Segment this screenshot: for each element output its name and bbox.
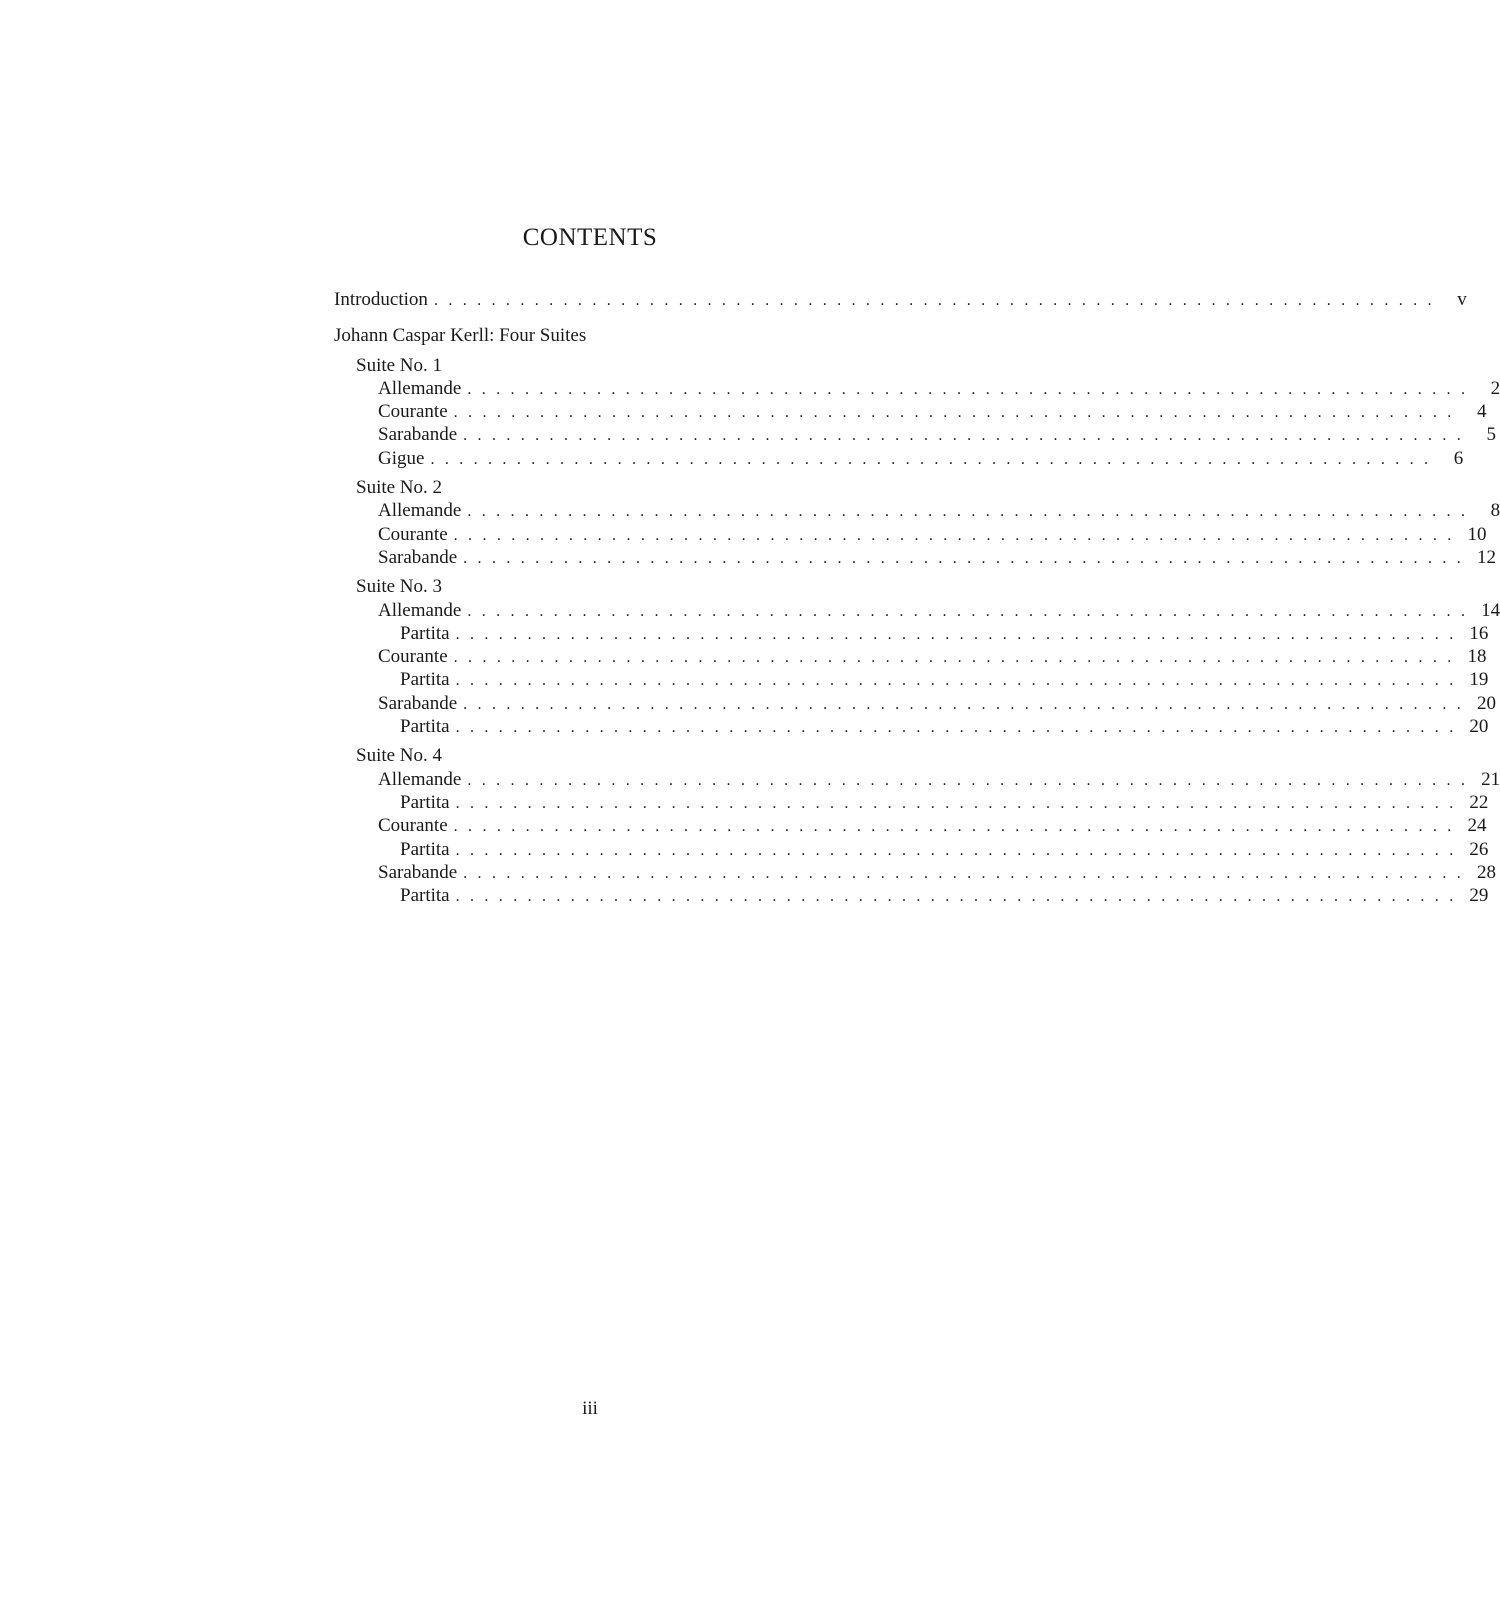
toc-entry-label: Partita: [400, 791, 450, 813]
toc-entry[interactable]: [334, 523, 1487, 546]
dot-leader: . . . . . . . . . . . . . . . . . . . . . . . . . . . . . . . . . . . . . . . . . . . . . . . . . . . . . . . . . . . . . . . . . . . . . .: [455, 841, 1457, 859]
toc-entry-page: 10: [1467, 523, 1487, 545]
dot-leader: . . . . . . . . . . . . . . . . . . . . . . . . . . . . . . . . . . . . . . . . . . . . . . . . . . . . . . . . . . . . . . . . . . . . . .: [455, 719, 1457, 737]
toc-entry-label: Sarabande: [378, 692, 458, 714]
toc-entry[interactable]: [334, 692, 1496, 715]
toc-entry[interactable]: [334, 400, 1487, 423]
toc-entry[interactable]: [334, 884, 1489, 907]
toc-entry-page: 4: [1476, 401, 1487, 423]
dot-leader: . . . . . . . . . . . . . . . . . . . . . . . . . . . . . . . . . . . . . . . . . . . . . . . . . . . . . . . . . . . . . . . . . . . . . .: [463, 695, 1464, 713]
toc-entry-page: 12: [1476, 546, 1496, 568]
toc-entry-label: Allemande: [378, 599, 462, 621]
toc-entry-page: 24: [1467, 815, 1487, 837]
toc-entry[interactable]: [334, 814, 1487, 837]
toc-entry-label: Allemande: [378, 377, 462, 399]
toc-entry-page: 6: [1453, 447, 1464, 469]
toc-entry-page: 19: [1469, 669, 1489, 691]
toc-entry[interactable]: [334, 377, 1500, 400]
toc-entry-page: 26: [1469, 838, 1489, 860]
dot-leader: . . . . . . . . . . . . . . . . . . . . . . . . . . . . . . . . . . . . . . . . . . . . . . . . . . . . . . . . . . . . . . . . . . . . . .: [433, 292, 1435, 309]
toc-entry-page: v: [1457, 289, 1467, 310]
toc-entry-page: 28: [1476, 861, 1496, 883]
toc-entry-page: 21: [1481, 768, 1500, 790]
toc-entry-page: 8: [1490, 500, 1500, 522]
toc-entry-label: Partita: [400, 622, 450, 644]
toc-entry-introduction[interactable]: [334, 288, 1467, 311]
dot-leader: . . . . . . . . . . . . . . . . . . . . . . . . . . . . . . . . . . . . . . . . . . . . . . . . . . . . . . . . . . . . . . . . . . . . . .: [453, 649, 1455, 667]
toc-entry[interactable]: [334, 423, 1496, 446]
page-title: CONTENTS: [522, 224, 658, 251]
table-of-contents: [334, 288, 1500, 907]
suite-heading: Suite No. 3: [356, 576, 443, 598]
toc-entry-label: Partita: [400, 716, 450, 738]
dot-leader: . . . . . . . . . . . . . . . . . . . . . . . . . . . . . . . . . . . . . . . . . . . . . . . . . . . . . . . . . . . . . . . . . . . . . .: [453, 404, 1455, 422]
book-heading: Johann Caspar Kerll: Four Suites: [334, 325, 587, 347]
toc-entry-label: Courante: [378, 401, 448, 423]
toc-entry-page: 18: [1467, 646, 1487, 668]
page-number: iii: [582, 1398, 598, 1419]
dot-leader: . . . . . . . . . . . . . . . . . . . . . . . . . . . . . . . . . . . . . . . . . . . . . . . . . . . . . . . . . . . . . . . . . . . . . .: [455, 888, 1457, 906]
toc-entry[interactable]: [334, 861, 1496, 884]
dot-leader: . . . . . . . . . . . . . . . . . . . . . . . . . . . . . . . . . . . . . . . . . . . . . . . . . . . . . . . . . . . . . . . . . . . . . .: [467, 602, 1469, 620]
toc-entry[interactable]: [334, 668, 1489, 691]
dot-leader: . . . . . . . . . . . . . . . . . . . . . . . . . . . . . . . . . . . . . . . . . . . . . . . . . . . . . . . . . . . . . . . . . . . . . .: [453, 818, 1455, 836]
toc-entry[interactable]: [334, 715, 1489, 738]
toc-entry-page: 22: [1469, 791, 1489, 813]
toc-entry-page: 14: [1481, 599, 1500, 621]
toc-entry[interactable]: [334, 546, 1496, 569]
dot-leader: . . . . . . . . . . . . . . . . . . . . . . . . . . . . . . . . . . . . . . . . . . . . . . . . . . . . . . . . . . . . . . . . . . . . . .: [455, 672, 1457, 690]
toc-entry-label: Allemande: [378, 768, 462, 790]
toc-entry-page: 2: [1490, 377, 1500, 399]
dot-leader: . . . . . . . . . . . . . . . . . . . . . . . . . . . . . . . . . . . . . . . . . . . . . . . . . . . . . . . . . . . . . . . . . . . . . .: [467, 771, 1469, 789]
toc-entry-label: Courante: [378, 523, 448, 545]
toc-entry[interactable]: [334, 499, 1500, 522]
toc-entry-label: Sarabande: [378, 546, 458, 568]
suite-heading: Suite No. 1: [356, 354, 443, 376]
dot-leader: . . . . . . . . . . . . . . . . . . . . . . . . . . . . . . . . . . . . . . . . . . . . . . . . . . . . . . . . . . . . . . . . . . . . . .: [467, 503, 1469, 521]
toc-entry-label: Partita: [400, 669, 450, 691]
toc-entry-page: 20: [1476, 692, 1496, 714]
toc-entry-page: 29: [1469, 885, 1489, 907]
suite-list: [334, 354, 1500, 908]
dot-leader: . . . . . . . . . . . . . . . . . . . . . . . . . . . . . . . . . . . . . . . . . . . . . . . . . . . . . . . . . . . . . . . . . . . . . .: [453, 526, 1455, 544]
dot-leader: . . . . . . . . . . . . . . . . . . . . . . . . . . . . . . . . . . . . . . . . . . . . . . . . . . . . . . . . . . . . . . . . . . . . . .: [455, 625, 1457, 643]
toc-entry-label: Allemande: [378, 500, 462, 522]
toc-entry-page: 5: [1486, 424, 1496, 446]
toc-entry[interactable]: [334, 838, 1489, 861]
toc-entry-label: Sarabande: [378, 861, 458, 883]
toc-entry[interactable]: [334, 622, 1489, 645]
dot-leader: . . . . . . . . . . . . . . . . . . . . . . . . . . . . . . . . . . . . . . . . . . . . . . . . . . . . . . . . . . . . . . . . . . . . . .: [463, 549, 1464, 567]
dot-leader: . . . . . . . . . . . . . . . . . . . . . . . . . . . . . . . . . . . . . . . . . . . . . . . . . . . . . . . . . . . . . . . . . . . . . .: [455, 794, 1457, 812]
toc-entry-label: Partita: [400, 838, 450, 860]
toc-entry[interactable]: [334, 447, 1464, 470]
toc-entry-page: 16: [1469, 622, 1489, 644]
toc-entry[interactable]: [334, 768, 1500, 791]
toc-entry-label: Gigue: [378, 447, 425, 469]
dot-leader: . . . . . . . . . . . . . . . . . . . . . . . . . . . . . . . . . . . . . . . . . . . . . . . . . . . . . . . . . . . . . . . . . . . . . .: [463, 864, 1464, 882]
toc-entry[interactable]: [334, 791, 1489, 814]
toc-entry-label: Introduction: [334, 289, 428, 310]
dot-leader: . . . . . . . . . . . . . . . . . . . . . . . . . . . . . . . . . . . . . . . . . . . . . . . . . . . . . . . . . . . . . . . . . . . . . .: [430, 450, 1432, 468]
suite-heading: Suite No. 2: [356, 477, 443, 499]
toc-entry[interactable]: [334, 645, 1487, 668]
toc-entry-label: Sarabande: [378, 424, 458, 446]
dot-leader: . . . . . . . . . . . . . . . . . . . . . . . . . . . . . . . . . . . . . . . . . . . . . . . . . . . . . . . . . . . . . . . . . . . . . .: [467, 380, 1469, 398]
toc-entry[interactable]: [334, 599, 1500, 622]
toc-entry-label: Courante: [378, 815, 448, 837]
toc-entry-page: 20: [1469, 716, 1489, 738]
toc-entry-label: Partita: [400, 885, 450, 907]
suite-heading: Suite No. 4: [356, 745, 443, 767]
dot-leader: . . . . . . . . . . . . . . . . . . . . . . . . . . . . . . . . . . . . . . . . . . . . . . . . . . . . . . . . . . . . . . . . . . . . . .: [463, 427, 1464, 445]
toc-entry-label: Courante: [378, 646, 448, 668]
